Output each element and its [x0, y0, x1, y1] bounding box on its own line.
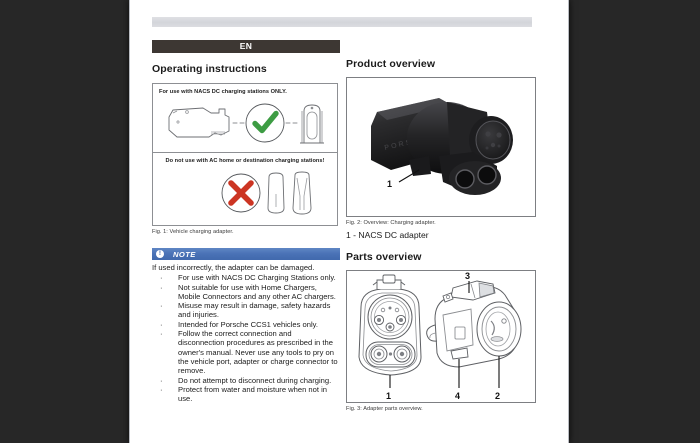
- figure-1-caption: Fig. 1: Vehicle charging adapter.: [152, 229, 234, 235]
- bullet-marker: ·: [160, 319, 163, 329]
- figure-2-frame: [346, 77, 536, 217]
- note-item-text: Not suitable for use with Home Chargers, Mobile Connectors and any other AC chargers.: [178, 282, 336, 301]
- bullet-marker: ·: [160, 329, 163, 339]
- left-column: [152, 40, 342, 403]
- figure-3-diagram: [347, 271, 535, 402]
- note-list-item: [152, 301, 340, 320]
- language-banner: EN: [152, 40, 340, 53]
- note-list-item: [152, 320, 340, 329]
- figure-3-callout-3: 3: [465, 271, 471, 281]
- figure-1-bottom-artwork: [159, 166, 331, 218]
- note-item-text: Follow the correct connection and disconnection procedures as prescribed in the owner's manual. Never use any tools to pry on the vehicle port, adapter or charge connector to remove.: [178, 329, 338, 376]
- figure-3-frame: [346, 270, 536, 403]
- note-list-item: [152, 376, 340, 385]
- note-item-text: For use with NACS DC Charging Stations only.: [178, 273, 336, 283]
- figure-3-callout-1: 1: [386, 391, 392, 401]
- note-bullet-list: [152, 273, 340, 403]
- document-page: [130, 0, 568, 443]
- note-body: [152, 260, 340, 403]
- bullet-marker: ·: [160, 301, 163, 311]
- parts-overview-heading: Parts overview: [346, 251, 422, 263]
- figure-3-callout-2: 2: [495, 391, 501, 401]
- note-item-text: Do not attempt to disconnect during charging.: [178, 375, 332, 385]
- bullet-marker: ·: [160, 282, 163, 292]
- note-item-text: Misuse may result in damage, safety hazards and injuries.: [178, 301, 331, 320]
- note-header-bar: [152, 248, 340, 260]
- exclamation-icon: !: [156, 250, 164, 258]
- figure-3-callout-4: 4: [455, 391, 461, 401]
- operating-instructions-heading: Operating instructions: [152, 63, 267, 75]
- bullet-marker: ·: [160, 384, 163, 394]
- figure-2-callout-1: 1: [387, 179, 393, 189]
- bullet-marker: ·: [160, 273, 163, 283]
- product-overview-heading: Product overview: [346, 58, 436, 70]
- note-callout: [152, 248, 340, 403]
- figure-2-caption: Fig. 2: Overview: Charging adapter.: [346, 220, 436, 226]
- note-item-text: Intended for Porsche CCS1 vehicles only.: [178, 319, 318, 329]
- figure-3-caption: Fig. 3: Adapter parts overview.: [346, 406, 423, 412]
- note-intro-text: If used incorrectly, the adapter can be damaged.: [152, 263, 315, 272]
- figure-1-frame: [152, 83, 338, 226]
- figure-1-top-caption: For use with NACS DC charging stations ONLY.: [159, 89, 287, 95]
- note-list-item: [152, 273, 340, 282]
- right-column: [346, 58, 538, 412]
- note-item-text: Protect from water and moisture when not in use.: [178, 384, 327, 404]
- figure-1-panel-forbidden: [153, 153, 337, 225]
- figure-1-panel-allowed: [153, 84, 337, 153]
- note-list-item: [152, 329, 340, 375]
- figure-1-bottom-caption: Do not use with AC home or destination charging stations!: [165, 158, 325, 164]
- figure-2-photo: [347, 78, 535, 216]
- bullet-marker: ·: [160, 375, 163, 385]
- note-list-item: [152, 283, 340, 302]
- figure-1-top-artwork: [159, 97, 331, 149]
- running-header-band: [152, 17, 532, 27]
- note-label: NOTE: [173, 249, 196, 259]
- note-list-item: [152, 385, 340, 404]
- figure-2-legend: 1 - NACS DC adapter: [346, 230, 429, 240]
